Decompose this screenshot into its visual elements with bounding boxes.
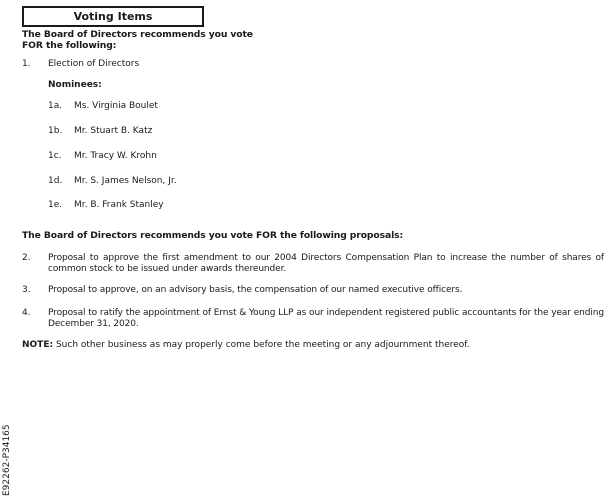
proposal-text: Proposal to approve the first amendment to our 2004 Directors Compensation Plan to increase the number of shares of common stock to be issued under awards thereunder. (48, 253, 604, 274)
nominee-number: 1c. (48, 151, 62, 161)
nominee-name: Mr. S. James Nelson, Jr. (74, 176, 177, 186)
note-text: Such other business as may properly come before the meeting or any adjournment thereof. (55, 340, 470, 350)
election-label: Election of Directors (48, 59, 140, 69)
nominees-heading: Nominees: (48, 80, 102, 90)
proposal-text: Proposal to approve, on an advisory basis, the compensation of our named executive officers. (48, 285, 463, 295)
proposal-number: 2. (22, 253, 31, 263)
document-code: E92262-P34165 (2, 424, 12, 496)
nominee-number: 1d. (48, 176, 63, 186)
note-label: NOTE: (22, 340, 54, 350)
nominee-name: Ms. Virginia Boulet (74, 101, 158, 111)
note (22, 340, 470, 351)
board-recommendation-directors: The Board of Directors recommends you vote FOR the following: (22, 29, 253, 51)
proposal-number: 4. (22, 308, 31, 318)
board-recommendation-proposals: The Board of Directors recommends you vote FOR the following proposals: (22, 230, 404, 241)
nominee-number: 1e. (48, 200, 63, 210)
nominee-name: Mr. B. Frank Stanley (74, 200, 164, 210)
nominee-number: 1a. (48, 101, 63, 111)
election-number: 1. (22, 59, 31, 69)
nominee-name: Mr. Stuart B. Katz (74, 126, 153, 136)
nominee-number: 1b. (48, 126, 63, 136)
nominee-name: Mr. Tracy W. Krohn (74, 151, 157, 161)
voting-items-title: Voting Items (22, 6, 204, 27)
proposal-number: 3. (22, 285, 31, 295)
proposal-text: Proposal to ratify the appointment of Ernst & Young LLP as our independent registered public accountants for the year ending December 31, 2020. (48, 308, 604, 329)
